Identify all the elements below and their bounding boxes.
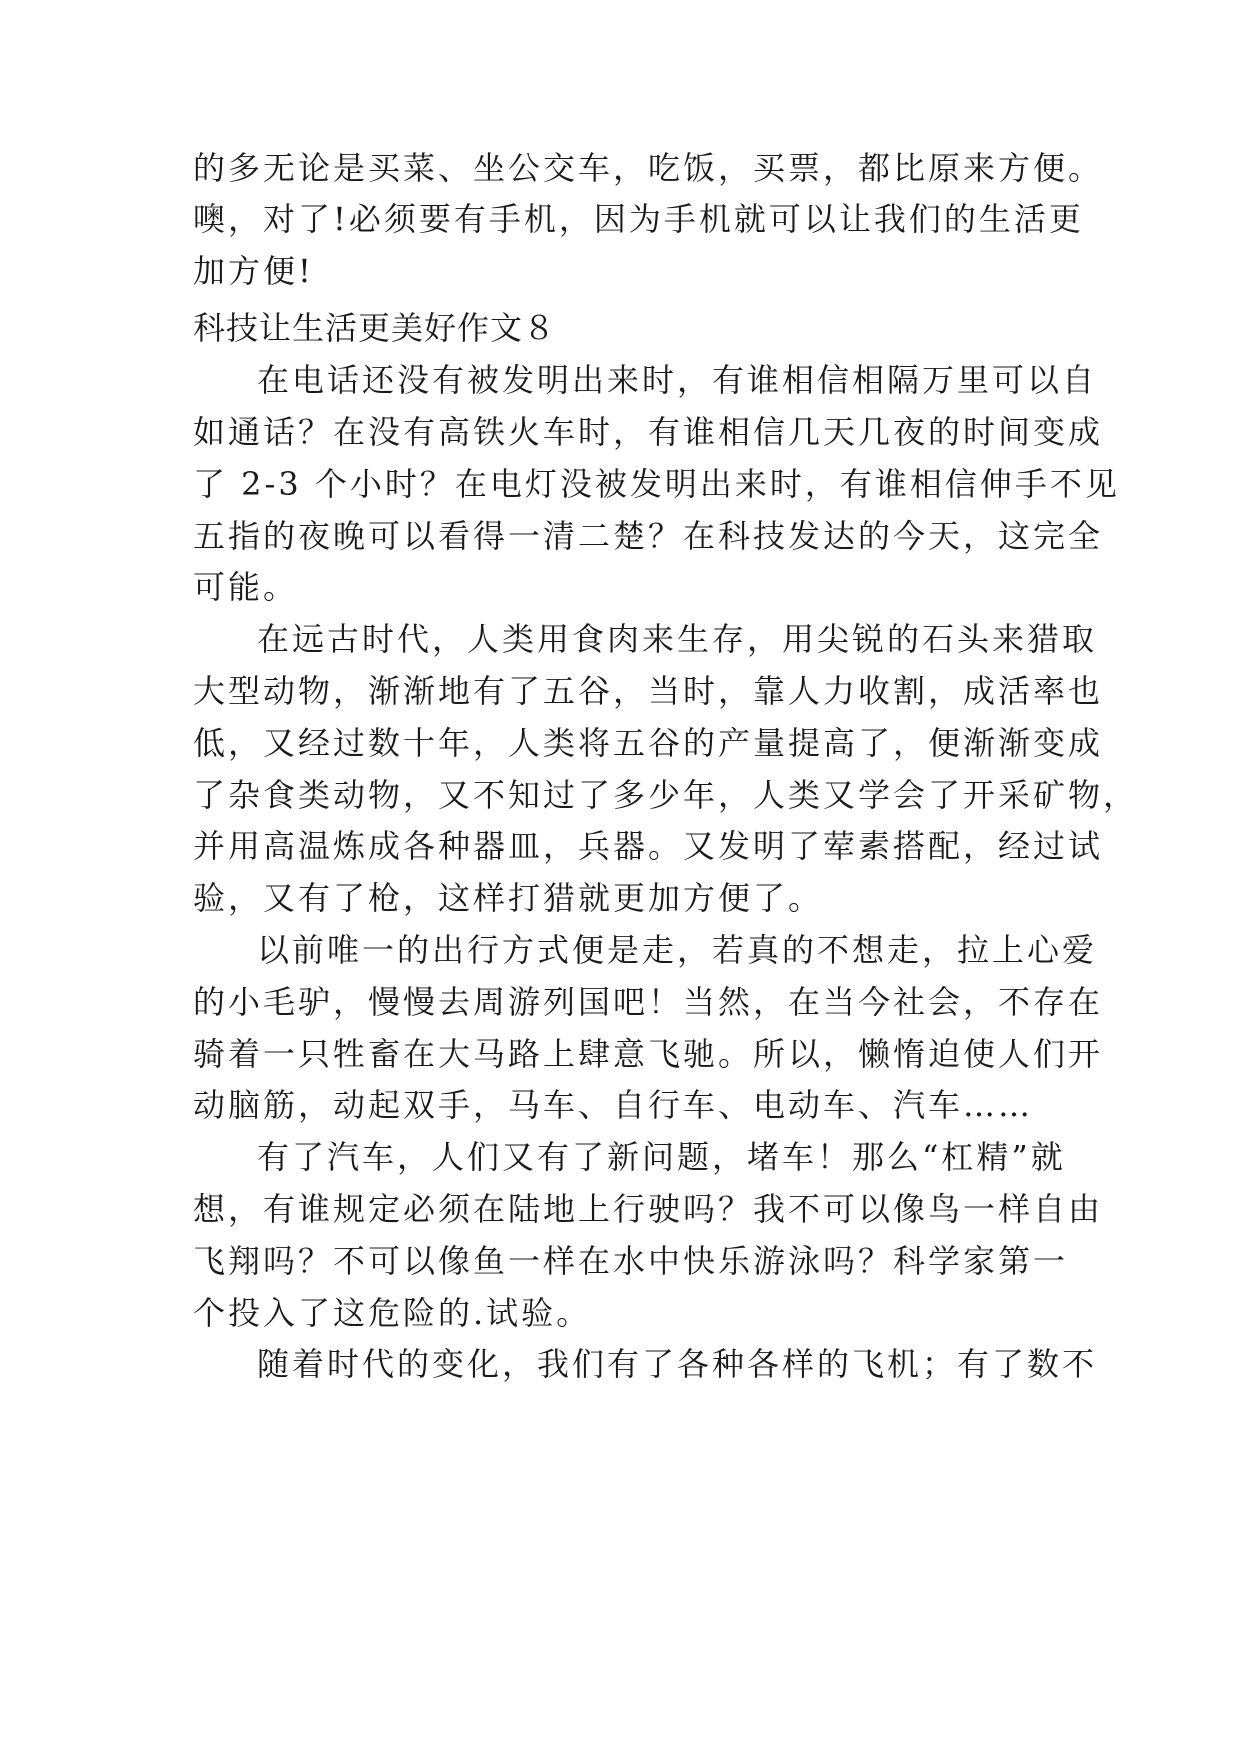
paragraph-start: 在电话还没有被发明出来时，有谁相信相隔万里可以自 (257, 361, 1098, 399)
text-line: 五指的夜晚可以看得一清二楚？在科技发达的今天，这完全 (193, 517, 1104, 555)
text-line: 噢，对了!必须要有手机，因为手机就可以让我们的生活更 (193, 200, 1084, 238)
text-line: 骑着一只牲畜在大马路上肆意飞驰。所以，懒惰迫使人们开 (193, 1035, 1104, 1073)
text-line: 动脑筋，动起双手，马车、自行车、电动车、汽车…… (193, 1086, 1034, 1124)
text-line: 低，又经过数十年，人类将五谷的产量提高了，便渐渐变成 (193, 724, 1104, 762)
text-line: 并用高温炼成各种器皿，兵器。又发明了荤素搭配，经过试 (193, 827, 1104, 865)
paragraph-start: 随着时代的变化，我们有了各种各样的飞机；有了数不 (257, 1345, 1098, 1383)
section-heading: 科技让生活更美好作文８ (193, 309, 557, 347)
text-line: 可能。 (193, 568, 299, 606)
text-line: 了 2-3 个小时？在电灯没被发明出来时，有谁相信伸手不见 (193, 465, 1120, 503)
text-line: 如通话？在没有高铁火车时，有谁相信几天几夜的时间变成 (193, 413, 1104, 451)
text-line: 个投入了这危险的.试验。 (193, 1294, 592, 1332)
paragraph-start: 以前唯一的出行方式便是走，若真的不想走，拉上心爱 (257, 931, 1098, 969)
text-line: 想，有谁规定必须在陆地上行驶吗？我不可以像鸟一样自由 (193, 1190, 1104, 1228)
text-line: 验，又有了枪，这样打猎就更加方便了。 (193, 879, 824, 917)
text-line: 的小毛驴，慢慢去周游列国吧！当然，在当今社会，不存在 (193, 983, 1104, 1021)
text-line: 飞翔吗？不可以像鱼一样在水中快乐游泳吗？科学家第一 (193, 1242, 1069, 1280)
text-line: 加方便! (193, 252, 314, 290)
text-line: 的多无论是买菜、坐公交车，吃饭，买票，都比原来方便。 (193, 149, 1104, 187)
paragraph-start: 在远古时代，人类用食肉来生存，用尖锐的石头来猎取 (257, 620, 1098, 658)
text-line: 了杂食类动物，又不知过了多少年，人类又学会了开采矿物， (193, 776, 1139, 814)
paragraph-start: 有了汽车，人们又有了新问题，堵车！那么“杠精”就 (257, 1138, 1066, 1176)
text-line: 大型动物，渐渐地有了五谷，当时，靠人力收割，成活率也 (193, 672, 1104, 710)
